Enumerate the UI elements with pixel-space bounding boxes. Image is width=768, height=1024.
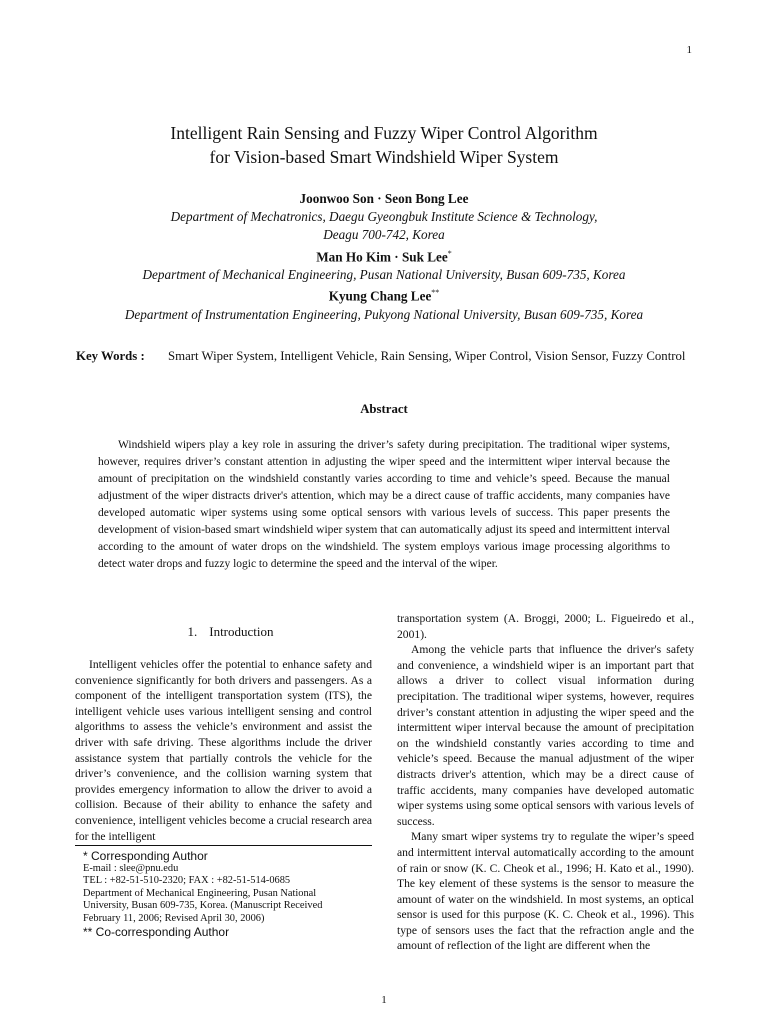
affiliation-1-line-2: Deagu 700-742, Korea: [323, 227, 445, 243]
footnote-phone: TEL : +82-51-510-2320; FAX : +82-51-514-0685: [83, 875, 291, 887]
abstract-body: Windshield wipers play a key role in assuring the driver’s safety during precipitation. The traditional wiper systems, however, requires driver’s constant attention in adjusting the wiper speed and the intermittent wiper interval because the amount of precipitation on the windshield constantly varies according to time and vehicle’s speed. Because the manual adjustment of the wiper distracts driver's attention, which may be a direct cause of traffic accidents, many companies have developed automatic wiper systems using some optical sensors with various levels of success. This paper presents the development of vision-based smart windshield wiper system that can automatically adjust its speed and intermittent interval according to the amount of water drops on the windshield. The system employs various image processing algorithms to detect water drops and fuzzy logic to determine the speed and the interval of the wiper.: [98, 439, 670, 570]
section-number: 1.: [187, 624, 198, 639]
footnote-co-corresponding: ** Co-corresponding Author: [83, 924, 230, 939]
footnote: [75, 845, 372, 938]
author-block: [0, 190, 768, 324]
footnote-address-line-1: Department of Mechanical Engineering, Pusan National: [83, 887, 317, 899]
author-group-2-names: Man Ho Kim · Suk Lee: [316, 249, 448, 264]
author-group-3-names: Kyung Chang Lee: [328, 288, 432, 304]
left-column: [75, 624, 372, 844]
intro-paragraph-1: Intelligent vehicles offer the potential to enhance safety and convenience significantly for both drivers and passengers. As a component of the intelligent transportation system (ITS), the intelligent vehicle uses various intelligent sensing and control algorithms to assess the vehicle’s environment and assist the driver with safe driving. These algorithms include the driver assistance system that partially controls the vehicle for the driver’s convenience, and the collision warning system that provides emergency information to allow the driver to avoid a collision. Because of their ability to enhance the safety and convenience, intelligent vehicles become a crucial research area for the intelligent: [75, 658, 372, 843]
title-line-1: Intelligent Rain Sensing and Fuzzy Wiper Control Algorithm: [170, 123, 598, 143]
keywords-text: Smart Wiper System, Intelligent Vehicle, Rain Sensing, Wiper Control, Vision Sensor, Fuzzy Control: [168, 349, 686, 363]
keywords: [76, 348, 696, 365]
page-number-bottom: 1: [381, 994, 387, 1006]
author-group-3: [0, 284, 768, 306]
abstract-heading: Abstract: [360, 402, 408, 416]
paper-title: [0, 121, 768, 169]
title-line-2: for Vision-based Smart Windshield Wiper System: [209, 147, 559, 167]
section-heading-introduction: [75, 624, 372, 640]
footnote-email: E-mail : slee@pnu.edu: [83, 862, 179, 874]
affiliation-3: Department of Instrumentation Engineering, Pukyong National University, Busan 609-735, Korea: [124, 307, 644, 322]
affiliation-2: Department of Mechanical Engineering, Pusan National University, Busan 609-735, Korea: [142, 267, 626, 283]
co-corresponding-mark: **: [431, 288, 440, 298]
page-number-top: 1: [686, 44, 692, 56]
intro-paragraph-3: Many smart wiper systems try to regulate the wiper’s speed and intermittent interval automatically according to the amount of rain or snow (K. C. Cheok et al., 1996; H. Kato et al., 1990). The key element of these systems is the sensor to measure the amount of water on the windshield. In most systems, an optical sensor is used for this purpose (K. C. Cheok et al., 1996). This type of sensors uses the fact that the refraction angle and the amount of reflection of the light are different when the: [397, 830, 694, 953]
affiliation-1-line-1: Department of Mechatronics, Daegu Gyeongbuk Institute Science & Technology,: [170, 209, 598, 225]
section-title-text: Introduction: [209, 624, 274, 639]
intro-paragraph-1-continued: transportation system (A. Broggi, 2000; L. Figueiredo et al., 2001).: [397, 612, 694, 641]
author-group-1: Joonwoo Son · Seon Bong Lee: [299, 191, 469, 206]
right-column: [397, 611, 694, 954]
footnote-corresponding: * Corresponding Author: [83, 849, 208, 863]
footnote-address-line-3: February 11, 2006; Revised April 30, 2006): [83, 912, 265, 924]
author-group-2: [0, 245, 768, 267]
intro-paragraph-2: Among the vehicle parts that influence the driver's safety and convenience, a windshield wiper is an important part that allows a driver to collect visual information during precipitation. The traditional wiper systems, however, requires driver’s constant attention in adjusting the wiper speed and the intermittent wiper interval because the amount of precipitation on the windshield constantly varies according to time and vehicle’s speed. Because the manual adjustment of the wiper distracts driver's attention, which may be a direct cause of traffic accidents, many companies have developed automatic wiper systems using some optical sensors with various levels of success.: [397, 643, 694, 828]
corresponding-mark: *: [447, 248, 452, 258]
footnote-address-line-2: University, Busan 609-735, Korea. (Manuscript Received: [83, 900, 323, 912]
keywords-label: Key Words :: [76, 349, 145, 363]
